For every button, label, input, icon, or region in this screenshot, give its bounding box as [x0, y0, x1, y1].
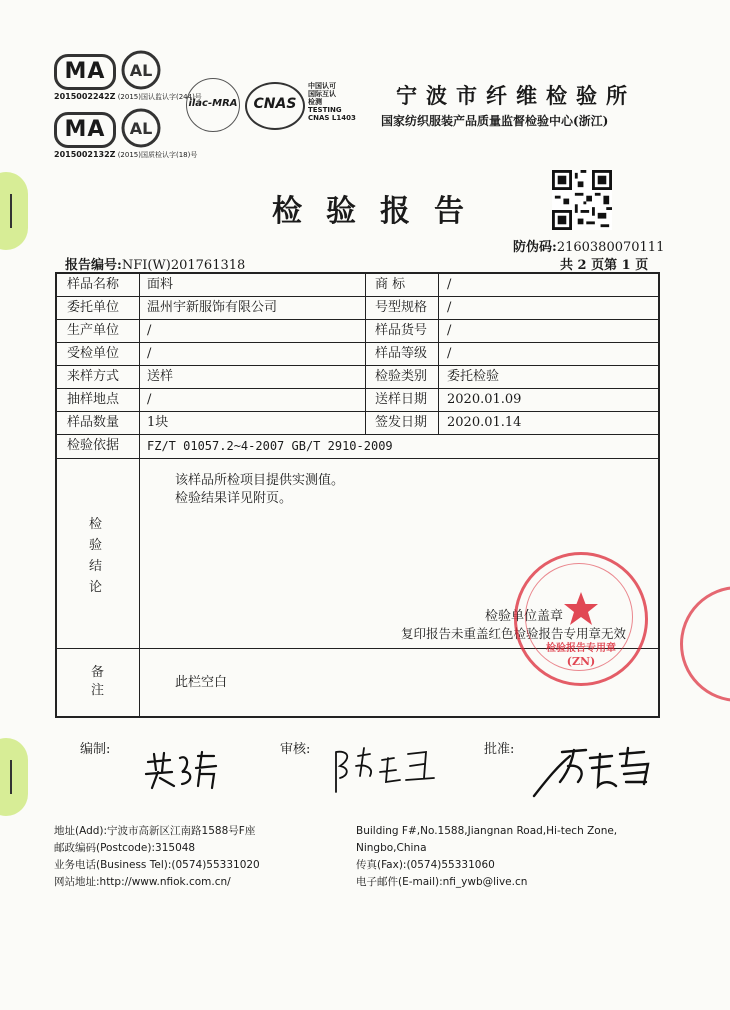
conclusion-label-char: 结 [89, 559, 103, 574]
approver-signature [528, 742, 658, 802]
editor-signature [140, 748, 220, 792]
ma1-code-num: 2015002242Z [54, 92, 116, 101]
org-sub: 国家纺织服装产品质量监督检验中心(浙江) [381, 114, 609, 128]
cnas-line: 检测 [308, 98, 322, 106]
report-number-value: NFI(W)201761318 [121, 258, 246, 273]
review-label: 审核: [280, 742, 311, 757]
row-label: 来样方式 [67, 369, 120, 384]
basis-label: 检验依据 [67, 438, 120, 453]
ma2-code [54, 150, 197, 160]
row-value: / [447, 277, 452, 292]
anti-code-label: 防伪码: [513, 240, 557, 255]
row-label: 商 标 [375, 277, 406, 292]
cal-logo-2 [121, 108, 161, 148]
address-en-line1: Building F#,No.1588,Jiangnan Road,Hi-tech Zone, [356, 825, 618, 837]
cal-logo-2-text: AL [129, 119, 153, 138]
row-value: / [447, 300, 452, 315]
report-number [65, 254, 245, 273]
remarks-value: 此栏空白 [175, 675, 228, 690]
remarks-label-char: 备 [91, 665, 105, 680]
row-value: / [447, 323, 452, 338]
cnas-caption [308, 82, 356, 122]
contact-left [54, 823, 260, 891]
ma2-note: (2015)国质检认字(18)号 [117, 151, 198, 159]
row-label: 抽样地点 [67, 392, 120, 407]
basis-value: FZ/T 01057.2~4-2007 GB/T 2910-2009 [147, 439, 393, 453]
remarks-label-char: 注 [91, 683, 105, 698]
row-label: 受检单位 [67, 346, 120, 361]
row-label: 委托单位 [67, 300, 120, 315]
anti-code [513, 236, 664, 255]
email: 电子邮件(E-mail):nfi_ywb@live.cn [356, 876, 528, 888]
star-icon [563, 591, 599, 627]
address-cn: 地址(Add):宁波市高新区江南路1588号F座 [54, 825, 256, 837]
stamp-ring-text: 检验报告专用章 [546, 643, 616, 654]
qr-code [552, 170, 612, 230]
row-label: 样品名称 [67, 277, 120, 292]
cnas-logo [245, 82, 305, 130]
row-label: 号型规格 [375, 300, 428, 315]
row-value: 委托检验 [447, 369, 500, 384]
report-number-label: 报告编号: [65, 258, 122, 273]
website: 网站地址:http://www.nfiok.com.cn/ [54, 876, 231, 888]
row-label: 送样日期 [375, 392, 428, 407]
row-label: 样品等级 [375, 346, 428, 361]
conclusion-label [89, 514, 102, 598]
conclusion-text [175, 472, 344, 508]
address-en-line2: Ningbo,China [356, 842, 427, 854]
ma1-code [54, 92, 202, 102]
conclusion-label-char: 验 [89, 538, 103, 553]
stamp-center-text: (ZN) [566, 655, 596, 668]
ma1-note: (2015)国认监认字(244)号 [117, 93, 202, 101]
row-value: 2020.01.14 [447, 415, 522, 430]
inspection-stamp [514, 552, 648, 686]
row-label: 检验类别 [375, 369, 428, 384]
cnas-line: TESTING [308, 106, 342, 114]
row-label: 样品数量 [67, 415, 120, 430]
row-value: / [147, 323, 152, 338]
conclusion-line: 检验结果详见附页。 [175, 491, 293, 506]
approve-label: 批准: [484, 742, 515, 757]
row-label: 生产单位 [67, 323, 120, 338]
ma-logo-1: MA [54, 54, 116, 90]
contact-right [356, 823, 617, 891]
row-value: 温州宇新服饰有限公司 [147, 300, 278, 315]
conclusion-label-char: 检 [89, 517, 103, 532]
cnas-line: 中国认可 [308, 82, 336, 90]
business-tel: 业务电话(Business Tel):(0574)55331020 [54, 859, 260, 871]
stamp-line: 检验单位盖章 [485, 609, 564, 624]
anti-code-value: 2160380070111 [556, 240, 665, 255]
edge-stamp [680, 586, 730, 702]
edit-label: 编制: [80, 742, 111, 757]
row-value: / [147, 346, 152, 361]
cal-logo-1-text: AL [129, 61, 153, 80]
row-value: / [447, 346, 452, 361]
ma-logo-2: MA [54, 112, 116, 148]
row-value: / [147, 392, 152, 407]
ma2-code-num: 2015002132Z [54, 150, 116, 159]
row-value: 送样 [147, 369, 174, 384]
row-value: 面料 [147, 277, 174, 292]
row-label: 样品货号 [375, 323, 428, 338]
fax: 传真(Fax):(0574)55331060 [356, 859, 495, 871]
report-title: 检验报告 [272, 194, 488, 229]
conclusion-line: 该样品所检项目提供实测值。 [175, 473, 345, 488]
ilac-text: ilac-MRA [188, 98, 238, 109]
ilac-mra-logo [186, 78, 240, 132]
cal-logo-1 [121, 50, 161, 90]
row-value: 2020.01.09 [447, 392, 522, 407]
conclusion-label-char: 论 [89, 580, 103, 595]
reviewer-signature [330, 742, 440, 798]
row-label: 签发日期 [375, 415, 428, 430]
cnas-text: CNAS [253, 96, 297, 112]
cnas-line: 国际互认 [308, 90, 336, 98]
binder-tab-bottom [0, 738, 28, 816]
remarks-label [91, 664, 104, 700]
row-value: 1块 [147, 415, 169, 430]
cnas-line: CNAS L1403 [308, 114, 356, 122]
binder-tab-top [0, 172, 28, 250]
page-count: 共 2 页第 1 页 [560, 258, 649, 273]
postcode: 邮政编码(Postcode):315048 [54, 842, 196, 854]
org-name: 宁波市纤维检验所 [396, 83, 636, 108]
stamp-note: 复印报告未重盖红色检验报告专用章无效 [401, 626, 627, 641]
